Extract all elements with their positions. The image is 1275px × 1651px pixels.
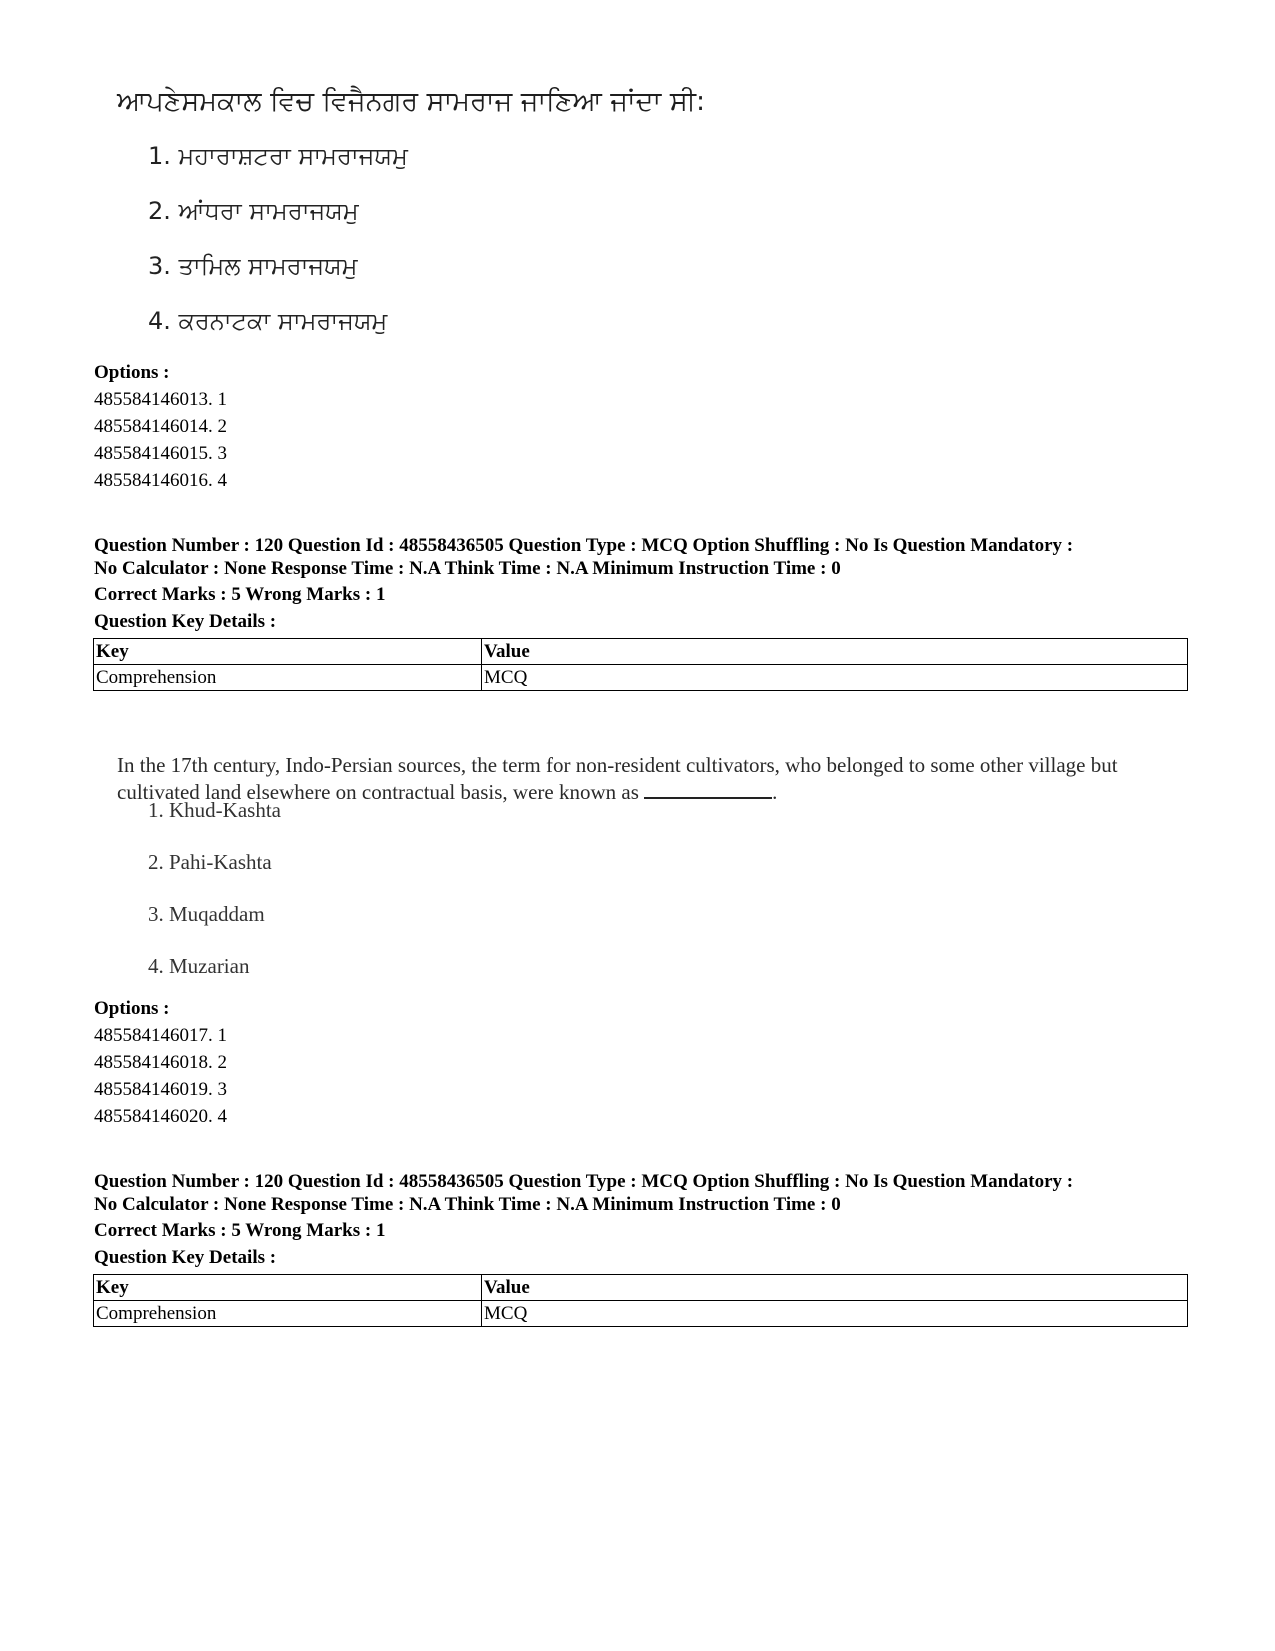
question-stem-text: In the 17th century, Indo-Persian sources, the term for non-resident cultivators, who belonged to some other village but cultivated land elsewhere on contractual basis, were known as bbox=[117, 753, 1118, 804]
key-details-label: Question Key Details : bbox=[94, 611, 277, 632]
option-item: 485584146018. 2 bbox=[94, 1052, 227, 1073]
key-details-table bbox=[93, 1274, 1188, 1327]
question-stem-punjabi: ਆਪਣੇਸਮਕਾਲ ਵਿਚ ਵਿਜੈਨਗਰ ਸਾਮਰਾਜ ਜਾਣਿਆ ਜਾਂਦਾ ਸੀ: bbox=[117, 86, 706, 117]
table-header-key: Key bbox=[94, 1275, 482, 1301]
option-item: 485584146013. 1 bbox=[94, 389, 227, 410]
question-meta-line-2: No Calculator : None Response Time : N.A Think Time : N.A Minimum Instruction Time : 0 bbox=[94, 558, 841, 579]
answer-blank bbox=[644, 781, 772, 799]
table-cell-key: Comprehension bbox=[94, 1301, 482, 1327]
table-row bbox=[94, 1301, 1188, 1327]
option-item: 485584146016. 4 bbox=[94, 470, 227, 491]
choice-1: 1. Khud-Kashta bbox=[148, 798, 281, 822]
option-item: 485584146015. 3 bbox=[94, 443, 227, 464]
choice-2: 2. Pahi-Kashta bbox=[148, 850, 272, 874]
table-header-value: Value bbox=[482, 639, 1188, 665]
question-meta-line-2: No Calculator : None Response Time : N.A Think Time : N.A Minimum Instruction Time : 0 bbox=[94, 1194, 841, 1215]
marks-line: Correct Marks : 5 Wrong Marks : 1 bbox=[94, 584, 386, 605]
option-item: 485584146019. 3 bbox=[94, 1079, 227, 1100]
table-header-row bbox=[94, 1275, 1188, 1301]
table-row bbox=[94, 665, 1188, 691]
choice-2: 2. ਆਂਧਰਾ ਸਾਮਰਾਜਯਮੁ bbox=[148, 197, 359, 225]
choice-4: 4. Muzarian bbox=[148, 954, 250, 978]
choice-3: 3. ਤਾਮਿਲ ਸਾਮਰਾਜਯਮੁ bbox=[148, 252, 358, 280]
question-meta-line-1: Question Number : 120 Question Id : 48558436505 Question Type : MCQ Option Shuffling : No Is Question Mandatory : bbox=[94, 1171, 1074, 1192]
table-header-key: Key bbox=[94, 639, 482, 665]
option-item: 485584146014. 2 bbox=[94, 416, 227, 437]
table-cell-value: MCQ bbox=[482, 1301, 1188, 1327]
question-meta bbox=[94, 534, 1204, 580]
marks-line: Correct Marks : 5 Wrong Marks : 1 bbox=[94, 1220, 386, 1241]
table-cell-key: Comprehension bbox=[94, 665, 482, 691]
question-meta bbox=[94, 1170, 1204, 1216]
table-header-row bbox=[94, 639, 1188, 665]
choice-4: 4. ਕਰਨਾਟਕਾ ਸਾਮਰਾਜਯਮੁ bbox=[148, 307, 388, 335]
option-item: 485584146017. 1 bbox=[94, 1025, 227, 1046]
option-item: 485584146020. 4 bbox=[94, 1106, 227, 1127]
options-label: Options : bbox=[94, 998, 170, 1019]
table-cell-value: MCQ bbox=[482, 665, 1188, 691]
question-stem-end: . bbox=[772, 780, 778, 804]
choice-3: 3. Muqaddam bbox=[148, 902, 265, 926]
table-header-value: Value bbox=[482, 1275, 1188, 1301]
options-label: Options : bbox=[94, 362, 170, 383]
question-meta-line-1: Question Number : 120 Question Id : 48558436505 Question Type : MCQ Option Shuffling : No Is Question Mandatory : bbox=[94, 535, 1074, 556]
key-details-table bbox=[93, 638, 1188, 691]
key-details-label: Question Key Details : bbox=[94, 1247, 277, 1268]
choice-1: 1. ਮਹਾਰਾਸ਼ਟਰਾ ਸਾਮਰਾਜਯਮੁ bbox=[148, 142, 408, 170]
